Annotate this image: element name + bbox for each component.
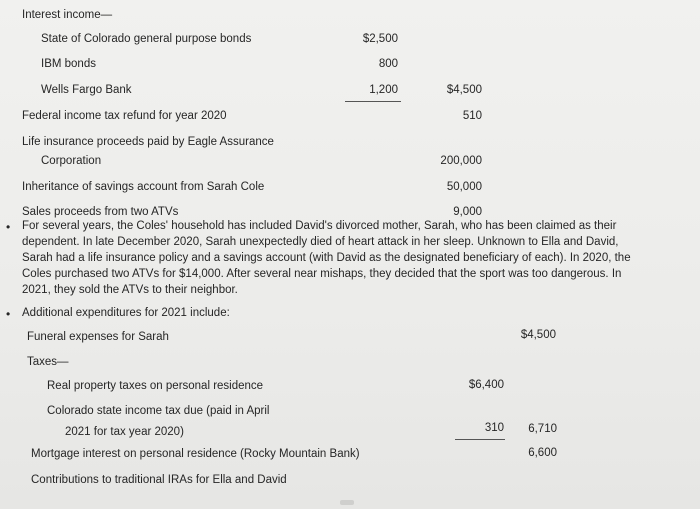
life-insurance-label-line2: Corporation: [41, 155, 102, 167]
life-insurance-value: 200,000: [440, 155, 482, 167]
inheritance-value: 50,000: [446, 181, 482, 193]
mortgage-interest-value: 6,600: [528, 447, 557, 459]
colorado-bonds-value: $2,500: [362, 33, 398, 45]
state-tax-value: 310: [484, 422, 504, 434]
ibm-bonds-value: 800: [378, 58, 398, 70]
state-tax-label-line1: Colorado state income tax due (paid in April: [47, 405, 270, 417]
additional-expenditures-heading: Additional expenditures for 2021 include:: [22, 307, 230, 319]
taxes-subtotal-rule: [455, 439, 505, 440]
bullet-paragraph-line-5: 2021, they sold the ATVs to their neighbor.: [22, 284, 238, 296]
wells-fargo-value: 1,200: [369, 84, 398, 96]
ibm-bonds-label: IBM bonds: [41, 58, 96, 70]
atv-sales-value: 9,000: [453, 206, 482, 218]
bullet-paragraph-line-2: dependent. In late December 2020, Sarah unexpectedly died of heart attack in her sleep. Unknown to Ella and David,: [22, 236, 619, 248]
taxes-total-value: 6,710: [528, 423, 557, 435]
colorado-bonds-label: State of Colorado general purpose bonds: [41, 33, 252, 45]
interest-total-value: $4,500: [446, 84, 482, 96]
scroll-indicator[interactable]: [340, 500, 354, 505]
bullet-marker-2: •: [6, 307, 11, 321]
subtotal-rule: [345, 101, 401, 102]
tax-refund-label: Federal income tax refund for year 2020: [22, 110, 227, 122]
interest-income-heading: Interest income—: [22, 9, 113, 21]
funeral-expenses-value: $4,500: [520, 329, 556, 341]
bullet-paragraph-line-1: For several years, the Coles' household has included David's divorced mother, Sarah, who has been claimed as their: [22, 220, 617, 232]
ira-contributions-label: Contributions to traditional IRAs for Ella and David: [31, 474, 287, 486]
atv-sales-label: Sales proceeds from two ATVs: [22, 206, 179, 218]
life-insurance-label-line1: Life insurance proceeds paid by Eagle Assurance: [22, 136, 274, 148]
property-taxes-value: $6,400: [468, 379, 504, 391]
state-tax-label-line2: 2021 for tax year 2020): [65, 426, 184, 438]
wells-fargo-label: Wells Fargo Bank: [41, 84, 132, 96]
taxes-heading: Taxes—: [27, 356, 69, 368]
property-taxes-label: Real property taxes on personal residence: [47, 380, 264, 392]
inheritance-label: Inheritance of savings account from Sarah Cole: [22, 181, 265, 193]
mortgage-interest-label: Mortgage interest on personal residence (Rocky Mountain Bank): [31, 448, 360, 460]
tax-refund-value: 510: [462, 110, 482, 122]
bullet-paragraph-line-4: Coles purchased two ATVs for $14,000. After several near mishaps, they decided that the sport was too dangerous. In: [22, 268, 622, 280]
bullet-marker-1: •: [6, 220, 11, 234]
funeral-expenses-label: Funeral expenses for Sarah: [27, 331, 169, 343]
bullet-paragraph-line-3: Sarah had a life insurance policy and a savings account (with David as the designated beneficiary of each). In 2020, the: [22, 252, 631, 264]
